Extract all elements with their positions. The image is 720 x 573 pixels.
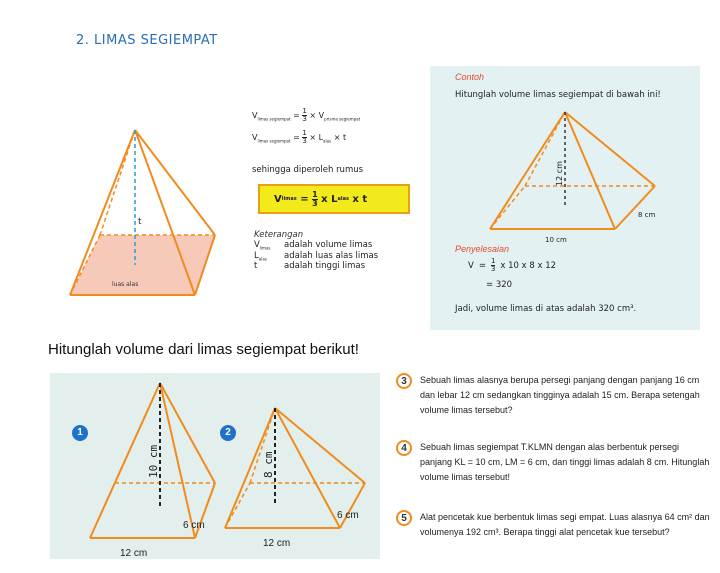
question-number: 4: [396, 440, 412, 456]
figure-1-height: 10 cm: [147, 444, 160, 478]
keterangan-row: t adalah tinggi limas: [254, 261, 366, 272]
question-3: [396, 373, 710, 418]
pyramid-figure-main: [60, 120, 240, 300]
formula-line-1: $V_{limas segiempat}$ = $\frac{1}{3}$ × $V_{prisma segiempat}$: [252, 107, 361, 123]
figure-1-width: 6 cm: [183, 520, 205, 531]
keterangan: [254, 230, 378, 271]
figure-1-length: 12 cm: [120, 548, 148, 558]
section-heading: 2. LIMAS SEGIEMPAT: [76, 33, 218, 48]
contoh-pyramid: [480, 104, 670, 244]
formula-line-2: $V_{limas segiempat}$ = $\frac{1}{3}$ × $L_{alas} \times t$: [252, 129, 347, 145]
contoh-label: Contoh: [455, 72, 485, 82]
formula-box: V limas = $\frac{1}{3}$ x L alas x t: [258, 184, 410, 214]
height-label: t: [138, 217, 142, 227]
pyramid-figure-2: [215, 378, 380, 558]
figure-number-2: 2: [220, 425, 236, 441]
contoh-panel: [430, 66, 700, 330]
question-text: Sebuah limas segiempat T.KLMN dengan alas berbentuk persegi panjang KL = 10 cm, LM = 6 cm, dan tinggi limas adalah 8 cm. Hitunglah volume limas tersebut!: [420, 442, 710, 482]
question-text: Sebuah limas alasnya berupa persegi panjang dengan panjang 16 cm dan lebar 12 cm sedangkan tingginya adalah 15 cm. Berapa setengah volume limas tersebut?: [420, 375, 700, 415]
figure-2-width: 6 cm: [337, 510, 359, 521]
contoh-result: = 320: [486, 280, 513, 290]
base-label: luas alas: [112, 281, 139, 288]
exercise-figures-panel: [50, 373, 380, 559]
base-fill: [70, 235, 215, 295]
contoh-conclusion: Jadi, volume limas di atas adalah 320 cm³.: [455, 304, 637, 314]
question-4: [396, 440, 710, 485]
keterangan-row: $L_{alas}$ adalah luas alas limas: [254, 250, 379, 262]
question-5: [396, 510, 710, 540]
edge-back-left: [100, 130, 135, 235]
penyelesaian-label: Penyelesaian: [455, 244, 510, 254]
contoh-question: Hitunglah volume limas segiempat di bawah ini!: [455, 90, 661, 100]
question-text: Alat pencetak kue berbentuk limas segi empat. Luas alasnya 64 cm² dan volumenya 192 cm³. Berapa tinggi alat pencetak kue tersebut?: [420, 512, 710, 537]
figure-2-length: 12 cm: [263, 538, 291, 549]
pyramid-figure-1: [80, 378, 230, 558]
exercise-title: Hitunglah volume dari limas segiempat berikut!: [48, 341, 359, 358]
keterangan-title: Keterangan: [254, 230, 304, 240]
contoh-calc: V = $\frac{1}{3}$ x 10 x 8 x 12: [468, 257, 557, 273]
formula-sehingga: sehingga diperoleh rumus: [252, 165, 364, 175]
question-number: 3: [396, 373, 412, 389]
question-number: 5: [396, 510, 412, 526]
contoh-height-label: 12 cm: [555, 161, 564, 186]
contoh-length-label: 10 cm: [545, 236, 567, 244]
keterangan-row: $V_{limas}$ adalah volume limas: [254, 240, 373, 251]
edge-back-right: [135, 130, 215, 235]
figure-number-1: 1: [72, 425, 88, 441]
contoh-width-label: 8 cm: [638, 211, 656, 219]
figure-2-height: 8 cm: [262, 451, 275, 478]
